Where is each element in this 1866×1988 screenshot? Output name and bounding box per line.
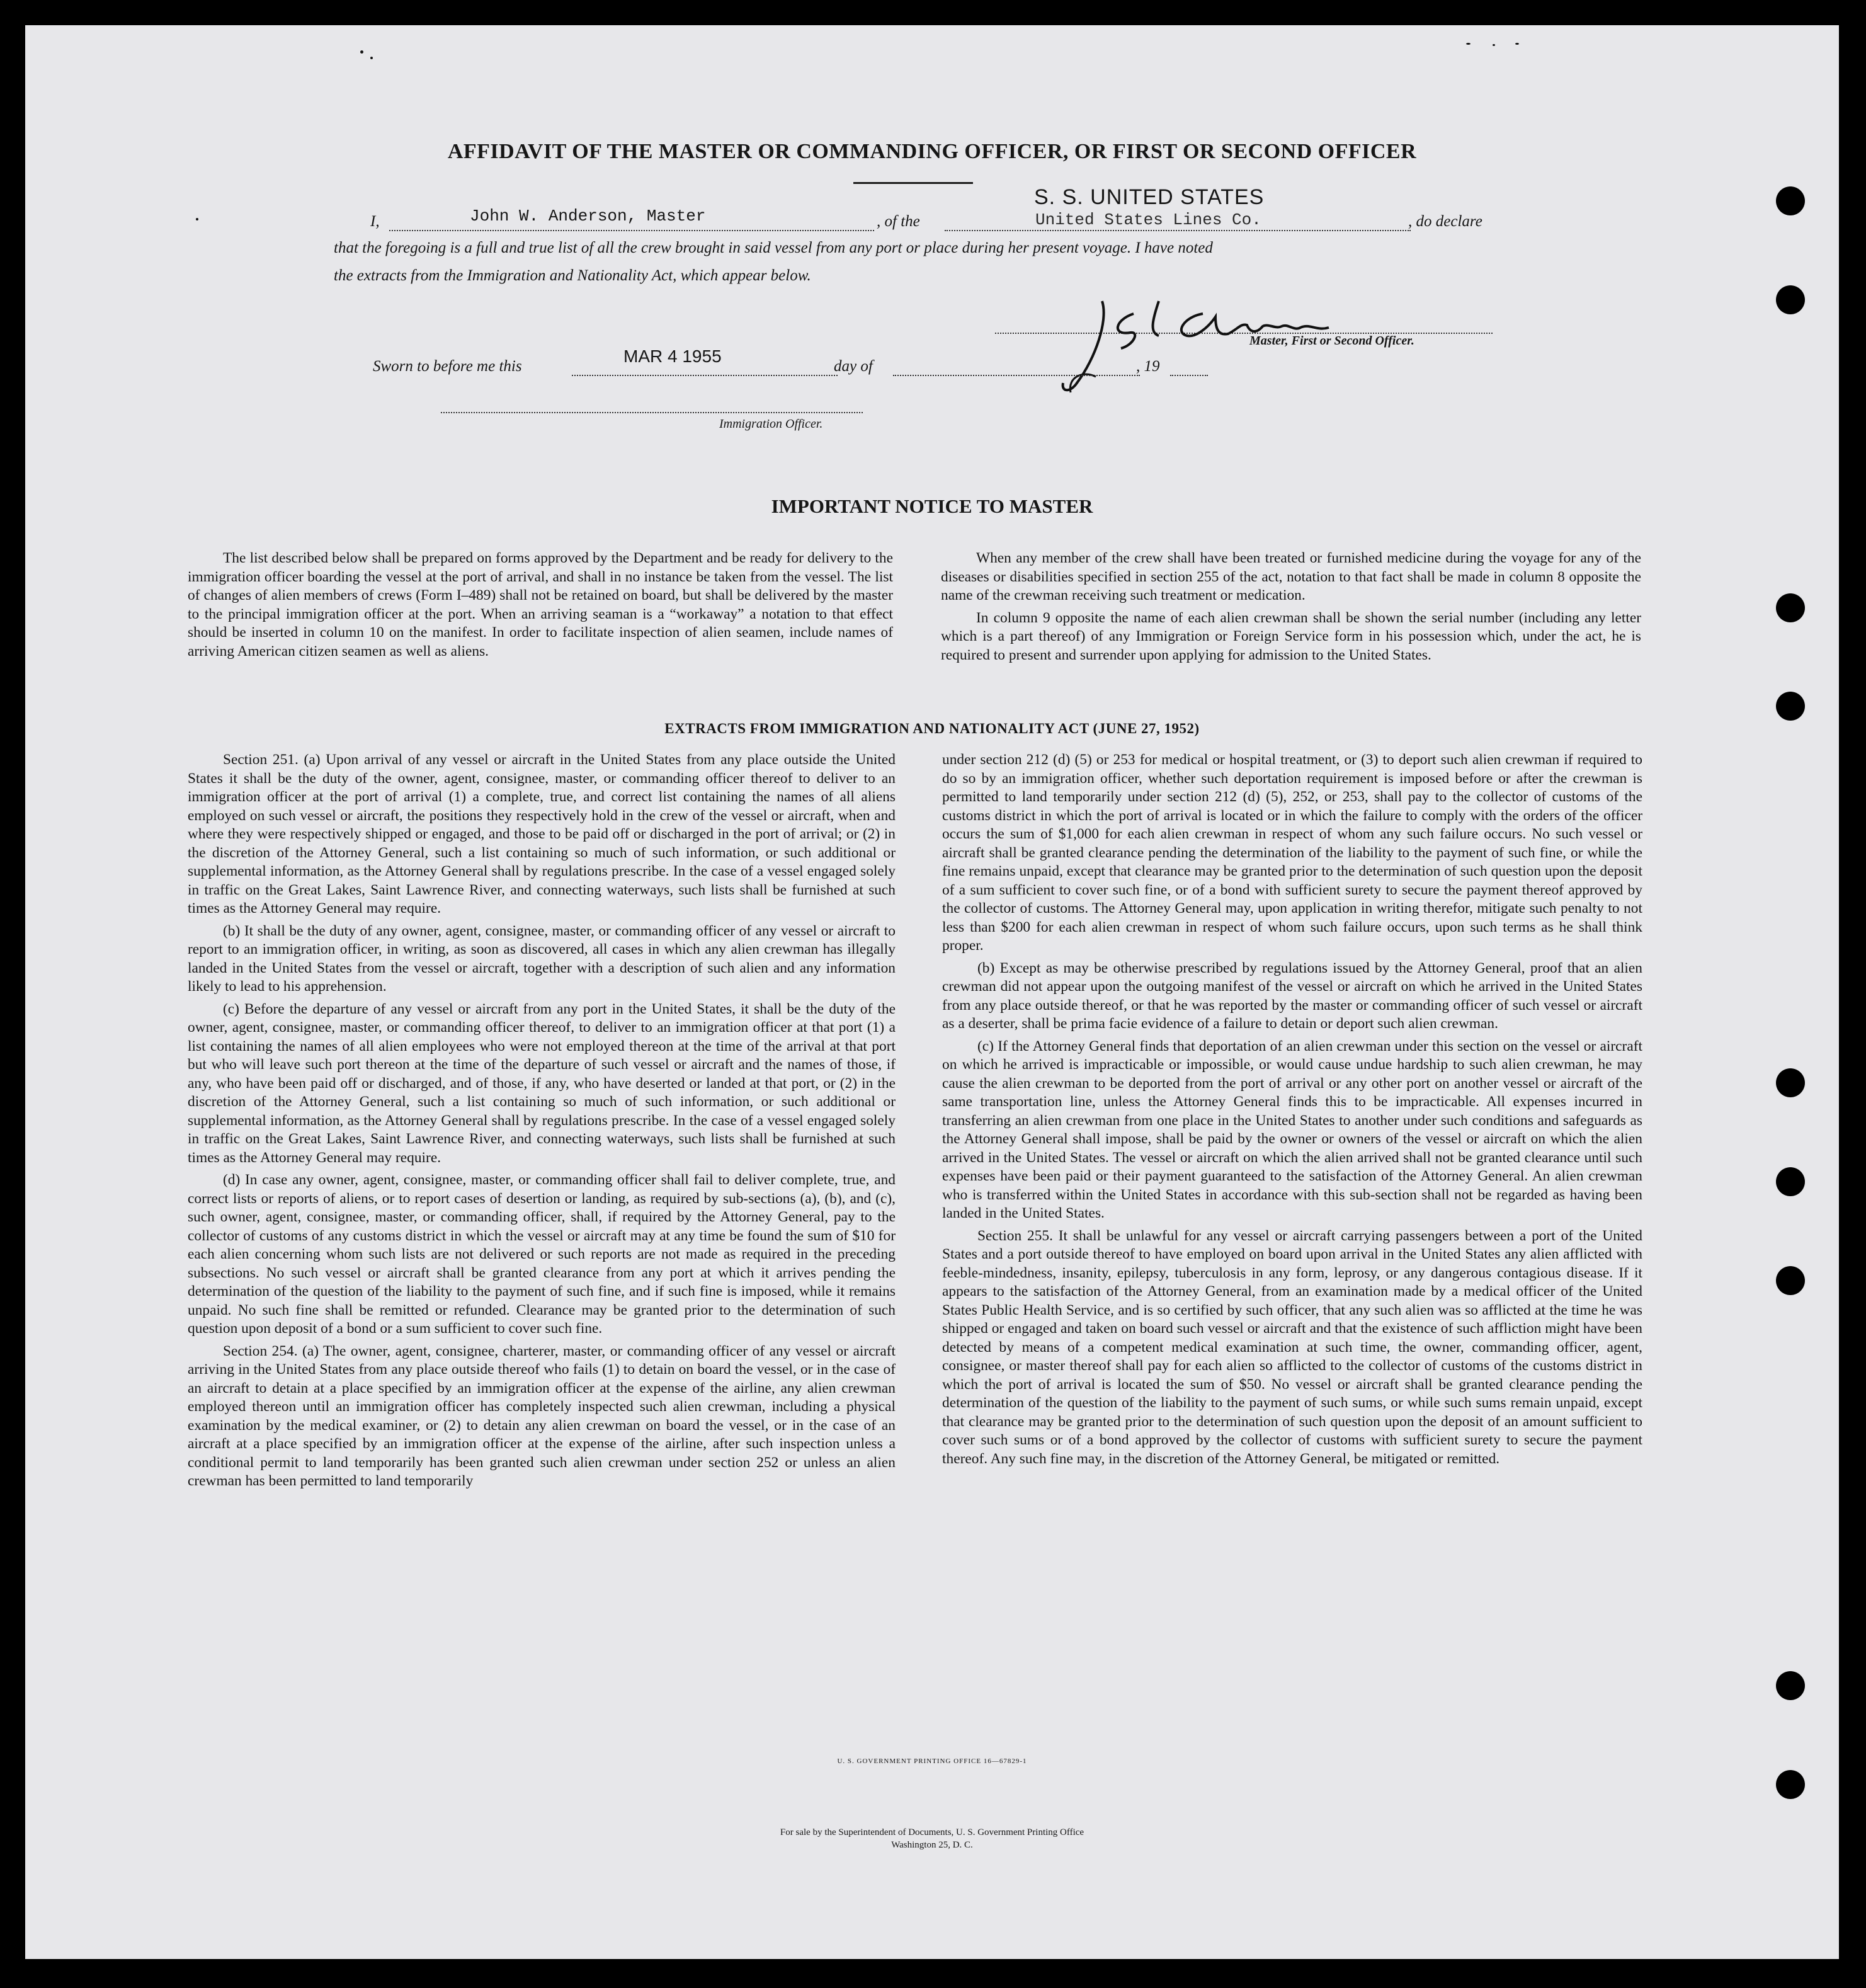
section-251-c: (c) Before the departure of any vessel or aircraft from any port in the United States, it shall be the duty of the owner, agent, consignee, master, or commanding officer thereof, to deliver to an immigration officer at that port (1) a list containing the names of all alien employees who were not employed thereon at the time of the arrival at that port but who will leave such port thereon at the time of the departure of such vessel or aircraft and the names of those, if any, who have been paid off or discharged, and of those, if any, who have deserted or landed at that port, or (2) in the discretion of the Attorney General, such a list containing so much of such information, or such additional or supplemental information, as the Attorney General shall by regulations prescribe. In the case of a vessel engaged solely in traffic on the Great Lakes, Saint Lawrence River, and connecting waterways, such lists shall be furnished at such times as the Attorney General may require. (188, 1000, 896, 1166)
section-254-c: (c) If the Attorney General finds that deportation of an alien crewman under this section on the vessel or aircraft on which he arrived is impracticable or impossible, or would cause undue hardship to such alien crewman, he may cause the alien crewman to be deported from the port of arrival or any other port on another vessel or aircraft of the same transportation line, unless the Attorney General finds this to be impracticable. All expenses incurred in transferring an alien crewman from one place in the United States to another under such conditions and safeguards as the Attorney General shall impose, shall be paid by the owner or owners of the vessel or aircraft on which the alien arrived in the United States. The vessel or aircraft on which the alien arrived shall not be granted clearance until such expenses have been paid or their payment guaranteed to the satisfaction of the Attorney General. An alien crewman who is transferred within the United States in accordance with this sub-section shall not be regarded as having been landed in the United States. (942, 1037, 1642, 1221)
title-rule (853, 182, 973, 184)
notice-right-paragraph-1: When any member of the crew shall have been treated or furnished medicine during the voyage for any of the diseases or disabilities specified in section 255 of the act, notation to that fact shall be made in column 8 opposite the name of the crewman receiving such treatment or medication. (941, 550, 1641, 603)
vessel-typed: United States Lines Co. (1035, 210, 1261, 229)
form-title: AFFIDAVIT OF THE MASTER OR COMMANDING OFFICER, OR FIRST OR SECOND OFFICER (447, 140, 1417, 163)
affidavit-line-3: the extracts from the Immigration and Nationality Act, which appear below. (334, 267, 811, 284)
section-254-a-continued: under section 212 (d) (5) or 253 for medical or hospital treatment, or (3) to deport such alien crewman if required to do so by an immigration officer, whether such deportation requirement is imposed before or after the crewman is permitted to land temporarily under section 212 (d) (5), 252, or 253, shall pay to the collector of customs of the customs district in which the port of arrival is located or in which the failure to comply with the orders of the officer occurs the sum of $1,000 for each alien crewman in respect of whom any such failure occurs. No such vessel or aircraft shall be granted clearance pending the determination of the liability to the payment of such fine, or while the fine remains unpaid, except that clearance may be granted prior to the determination of such question upon the deposit of a sum sufficient to cover such fine, or of a bond with sufficient surety to secure the payment thereof approved by the collector of customs. The Attorney General may, upon application in writing therefor, mitigate such penalty to not less than $200 for each alien crewman in respect of whom such failure occurs, upon such terms as he shall think proper. (942, 751, 1642, 954)
master-caption: Master, First or Second Officer. (1249, 334, 1414, 348)
of-the-label: , of the (877, 213, 920, 230)
notice-left-paragraph: The list described below shall be prepared on forms approved by the Department and be ready for delivery to the immigration officer boarding the vessel at the port of arrival, and shall in no instance be taken from the vessel. The list of changes of alien members of crews (Form I–489) shall not be retained on board, but shall be delivered by the master to the principal immigration officer at the port. When an arriving seaman is a “workaway” a notation to that effect should be inserted in column 10 on the manifest. In order to facilitate inspection of alien seamen, include names of arriving American citizen seamen as well as aliens. (188, 550, 893, 660)
extracts-right-column (942, 751, 1642, 1472)
notice-right-paragraph-2: In column 9 opposite the name of each alien crewman shall be shown the serial number (including any letter which is a part thereof) of any Immigration or Foreign Service form in his possession which, under the act, he is required to present and surrender upon applying for admission to the United States. (941, 609, 1641, 663)
binder-hole (1776, 186, 1805, 215)
i-label: I, (370, 213, 380, 230)
section-254-b: (b) Except as may be otherwise prescribed by regulations issued by the Attorney General, proof that an alien crewman did not appear upon the outgoing manifest of the vessel or aircraft on which he arrived in the United States from any place outside thereof, or that he was reported by the master or commanding officer of such vessel or aircraft as a deserter, shall be prima facie evidence of a failure to detain or deport such alien crewman. (942, 959, 1642, 1032)
notice-title: IMPORTANT NOTICE TO MASTER (771, 495, 1093, 517)
notice-right (941, 549, 1641, 668)
binder-hole (1776, 1167, 1805, 1196)
sworn-date: MAR 4 1955 (623, 346, 722, 366)
sworn-date-line (572, 375, 838, 376)
master-name-line (389, 230, 874, 231)
scan-speck (1515, 43, 1519, 45)
extracts-left-column (188, 751, 896, 1495)
section-251-a: Section 251. (a) Upon arrival of any vessel or aircraft in the United States from any place outside the United States it shall be the duty of the owner, agent, consignee, master, or commanding officer thereof to deliver to an immigration officer at the port of arrival (1) a complete, true, and correct list containing the names of all aliens employed on such vessel or aircraft, the positions they respectively hold in the crew of the vessel or aircraft, when and where they were respectively shipped or engaged, and those to be paid off or discharged in the port of arrival; or (2) in the discretion of the Attorney General, such a list containing so much of such information, or such additional or supplemental information, as the Attorney General shall by regulations prescribe. In the case of a vessel engaged solely in traffic on the Great Lakes, Saint Lawrence River, and connecting waterways, such lists shall be furnished at such times as the Attorney General may require. (188, 751, 896, 917)
officer-caption: Immigration Officer. (719, 417, 823, 431)
extracts-title: EXTRACTS FROM IMMIGRATION AND NATIONALITY ACT (JUNE 27, 1952) (664, 721, 1200, 736)
sworn-label: Sworn to before me this (373, 358, 522, 375)
do-declare-label: , do declare (1408, 213, 1482, 230)
section-255: Section 255. It shall be unlawful for any vessel or aircraft carrying passengers between a port of the United States and a port outside thereof to have employed on board upon arrival in the United States any alien afflicted with feeble-mindedness, insanity, epilepsy, tuberculosis in any form, leprosy, or any dangerous contagious disease. If it appears to the satisfaction of the Attorney General, from an examination made by a medical officer of the United States Public Health Service, and is so certified by such officer, that any such alien was so afflicted at the time he was shipped or engaged and taken on board such vessel or aircraft and that the existence of such affliction might have been detected by means of a competent medical examination at such time, the owner, commanding officer, agent, consignee, or master thereof shall pay for each alien so afflicted to the collector of customs of the customs district in which the port of arrival is located the sum of $50. No vessel or aircraft shall be granted clearance pending the determination of the question of the liability to the payment of such sums, or while such sums remain unpaid, except that clearance may be granted prior to the determination of such question upon the deposit of an amount sufficient to cover such sums or of a bond approved by the collector of customs with sufficient surety to secure the payment thereof. Any such fine may, in the discretion of the Attorney General, be mitigated or remitted. (942, 1227, 1642, 1467)
binder-hole (1776, 692, 1805, 721)
scan-speck (1466, 43, 1471, 45)
scan-speck (196, 218, 198, 220)
section-251-d: (d) In case any owner, agent, consignee, master, or commanding officer shall fail to deliver complete, true, and correct lists or reports of aliens, or to report cases of desertion or landing, as required by sub-sections (a), (b), and (c), such owner, agent, consignee, master, or commanding officer, shall, if required by the Attorney General, pay to the collector of customs of any customs district in which the vessel or aircraft may at any time be found the sum of $10 for each alien concerning whom such lists are not delivered or such reports are not made as required in the preceding subsections. No such vessel or aircraft shall be granted clearance from any port at which it arrives pending the determination of the question of the liability to the payment of such fine, and if such fine is imposed, while it remains unpaid. No such fine shall be remitted or refunded. Clearance may be granted prior to the determination of such question upon deposit of a bond or a sum sufficient to cover such fine. (188, 1172, 896, 1337)
sale-notice-line-2: Washington 25, D. C. (891, 1840, 973, 1850)
binder-hole (1776, 1068, 1805, 1097)
binder-hole (1776, 1266, 1805, 1295)
scan-speck (360, 50, 363, 54)
scan-speck (1493, 44, 1495, 46)
day-of-label: day of (834, 358, 873, 375)
day-line (893, 375, 1140, 376)
vessel-line (945, 230, 1411, 231)
binder-hole (1776, 285, 1805, 314)
notice-left (188, 549, 893, 665)
document-page (25, 25, 1839, 1959)
sale-notice (25, 1826, 1839, 1851)
vessel-stamp: S. S. UNITED STATES (1034, 185, 1265, 209)
printing-office-line: U. S. GOVERNMENT PRINTING OFFICE 16—67829-1 (837, 1757, 1027, 1765)
year-line (1170, 375, 1208, 376)
sale-notice-line-1: For sale by the Superintendent of Documents, U. S. Government Printing Office (780, 1827, 1084, 1837)
officer-line (441, 412, 863, 413)
section-251-b: (b) It shall be the duty of any owner, agent, consignee, master, or commanding officer of any vessel or aircraft to report to an immigration officer, in writing, as soon as discovered, all cases in which any alien crewman has illegally landed in the United States from the vessel or aircraft, together with a description of such alien and any information likely to lead to his apprehension. (188, 922, 896, 995)
affidavit-line-2: that the foregoing is a full and true list of all the crew brought in said vessel from any port or place during her present voyage. I have noted (334, 239, 1213, 256)
master-name: John W. Anderson, Master (470, 207, 706, 226)
binder-hole (1776, 1770, 1805, 1799)
binder-hole (1776, 593, 1805, 622)
year-prefix: , 19 (1136, 358, 1160, 375)
section-254-a: Section 254. (a) The owner, agent, consignee, charterer, master, or commanding officer of any vessel or aircraft arriving in the United States from any place outside thereof who fails (1) to detain on board the vessel, or in the case of an aircraft to detain at a place specified by an immigration officer at the expense of the airline, any alien crewman employed thereon until an immigration officer has completely inspected such alien crewman, including a physical examination by the medical examiner, or (2) to detain any alien crewman on board the vessel, or in the case of an aircraft at a place specified by an immigration officer at the expense of the airline, after such inspection unless a conditional permit to land temporarily has been granted such alien crewman under section 252 or unless an alien crewman has been permitted to land temporarily (188, 1342, 896, 1489)
binder-hole (1776, 1671, 1805, 1700)
scan-speck (370, 57, 373, 59)
